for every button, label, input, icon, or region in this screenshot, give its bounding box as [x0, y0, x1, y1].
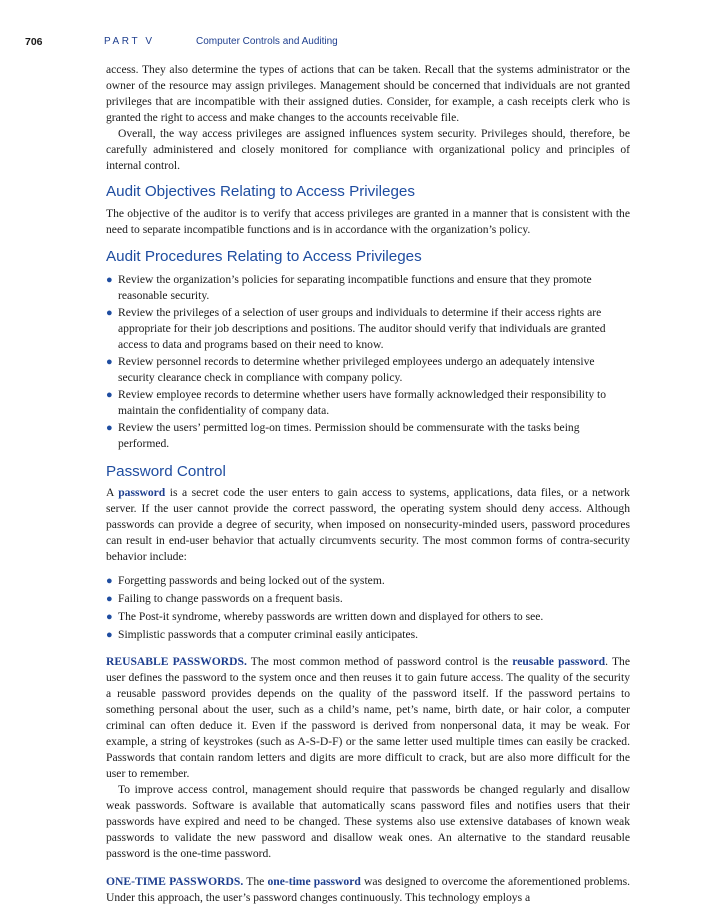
part-label: PART V	[104, 36, 155, 47]
list-item: ● Failing to change passwords on a frequent basis.	[106, 592, 343, 605]
list-item: ● Review the organization’s policies for separating incompatible functions and ensure that they promote reasonable security.	[106, 273, 592, 302]
runhead-onetime: ONE-TIME PASSWORDS.	[106, 875, 244, 888]
heading-audit-objectives: Audit Objectives Relating to Access Privileges	[106, 183, 415, 200]
intro-paragraph-2: Overall, the way access privileges are assigned influences system security. Privileges should, therefore, be carefully administered and closely monitored for compliance with organizational policy and principles of internal control.	[106, 127, 630, 172]
list-item: ● Review employee records to determine whether users have formally acknowledged their responsibility to maintain the confidentiality of company data.	[106, 388, 607, 417]
bullet-icon: ●	[106, 356, 113, 368]
heading-audit-procedures: Audit Procedures Relating to Access Privileges	[106, 248, 422, 265]
page-number: 706	[25, 36, 43, 48]
bullet-icon: ●	[106, 593, 113, 605]
list-item: ● Review the privileges of a selection of user groups and individuals to determine if their access rights are appropriate for their job descriptions and positions. The auditor should verify that individuals are granted access to data and programs based on their need to know.	[106, 306, 606, 351]
heading-password-control: Password Control	[106, 463, 226, 480]
page-body	[106, 62, 630, 906]
onetime-paragraph: ONE-TIME PASSWORDS. The one-time password was designed to overcome the aforementioned problems. Under this approach, the user’s password changes continuously. This technology employs a	[106, 875, 630, 904]
list-item: ● Simplistic passwords that a computer criminal easily anticipates.	[106, 628, 419, 641]
bullet-icon: ●	[106, 575, 113, 587]
term-password: password	[118, 486, 166, 499]
chapter-title: Computer Controls and Auditing	[196, 36, 338, 47]
list-item: ● The Post-it syndrome, whereby passwords are written down and displayed for others to see.	[106, 610, 544, 623]
reusable-paragraph-1: REUSABLE PASSWORDS. The most common method of password control is the reusable password. The user defines the password to the system once and then reuses it to gain future access. The quality of the security a reusable password provides depends on the quality of the password itself. If the password pertains to something personal about the user, such as a child’s name, pet’s name, birth date, or hair color, a computer criminal can often deduce it. Even if the password is derived from nonpersonal data, it may be weak. For example, a string of keystrokes (such as A-S-D-F) or the same letter used multiple times can easily be cracked. Passwords that contain random letters and digits are more difficult to crack, but are also more difficult for the user to remember.	[106, 655, 630, 780]
bullet-icon: ●	[106, 389, 113, 401]
list-item: ● Review the users’ permitted log-on times. Permission should be commensurate with the tasks being performed.	[106, 421, 580, 450]
bullet-icon: ●	[106, 422, 113, 434]
list-item: ● Review personnel records to determine whether privileged employees undergo an adequately intensive security clearance check in compliance with company policy.	[106, 355, 595, 384]
password-paragraph: A password is a secret code the user enters to gain access to systems, applications, data files, or a network server. If the user cannot provide the correct password, the operating system should deny access. Although passwords can provide a degree of security, when imposed on nonsecurity-minded users, password procedures can result in end-user behavior that actually circumvents security. The most common forms of contra-security behavior include:	[106, 486, 630, 563]
bullet-icon: ●	[106, 611, 113, 623]
runhead-reusable: REUSABLE PASSWORDS.	[106, 655, 247, 668]
bullet-icon: ●	[106, 274, 113, 286]
contra-security-list	[106, 573, 630, 643]
intro-paragraph-1: access. They also determine the types of actions that can be taken. Recall that the systems administrator or the owner of the resource may assign privileges. Management should be concerned that individuals are not granted privileges that are incompatible with their assigned duties. Consider, for example, a cash receipts clerk who is granted the right to access and make changes to the accounts receivable file.	[106, 63, 630, 124]
procedures-list	[106, 272, 630, 452]
bullet-icon: ●	[106, 307, 113, 319]
reusable-paragraph-2: To improve access control, management should require that passwords be changed regularly and disallow weak passwords. Software is available that automatically scans password files and notifies users that their passwords have expired and need to be changed. These systems also use extensive databases of known weak passwords to validate the new password and disallow weak ones. An alternative to the standard reusable password is the one-time password.	[106, 783, 630, 860]
running-header	[0, 36, 719, 50]
list-item: ● Forgetting passwords and being locked out of the system.	[106, 574, 385, 587]
term-reusable-password: reusable password	[512, 655, 606, 668]
term-one-time-password: one-time password	[267, 875, 361, 888]
objectives-paragraph: The objective of the auditor is to verify that access privileges are granted in a manner that is consistent with the need to separate incompatible functions and is in accordance with the organization’s policy.	[106, 207, 630, 236]
bullet-icon: ●	[106, 629, 113, 641]
